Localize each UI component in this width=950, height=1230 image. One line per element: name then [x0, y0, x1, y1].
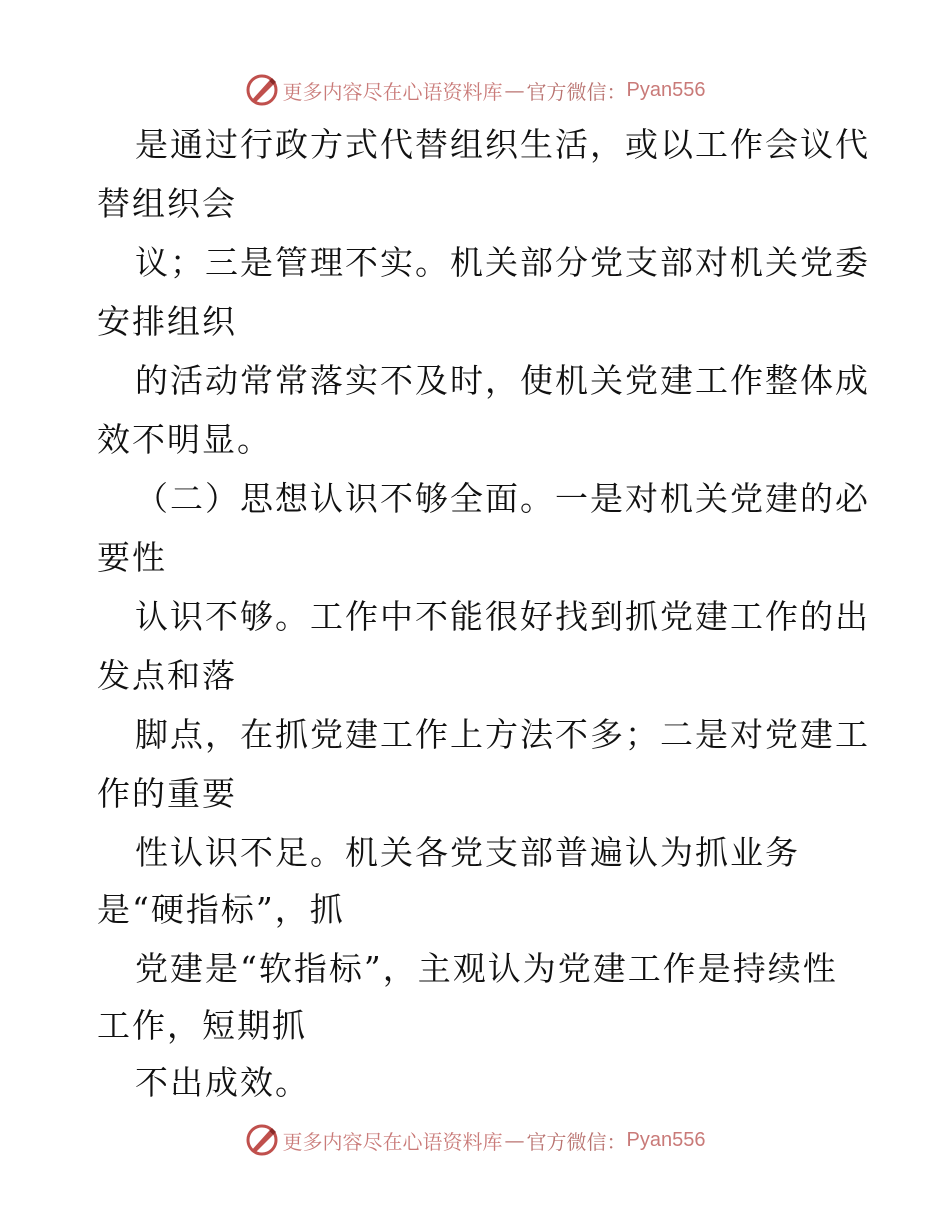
pen-logo-icon	[245, 1123, 279, 1157]
footer-separator: —	[504, 1128, 525, 1152]
text-line: 脚点，在抓党建工作上方法不多；二是对党建工	[135, 715, 870, 754]
text-line: 要性	[97, 538, 167, 577]
text-line: 替组织会	[97, 184, 237, 223]
text-line: （二）思想认识不够全面。一是对机关党建的必	[135, 479, 870, 518]
footer-wechat-label: 官方微信：	[526, 1129, 627, 1154]
text-line: 工作，短期抓	[97, 1006, 307, 1045]
footer-banner	[0, 1120, 950, 1160]
header-wechat-label: 官方微信：	[526, 79, 627, 104]
text-line: 议；三是管理不实。机关部分党支部对机关党委	[135, 243, 870, 282]
header-separator: —	[504, 78, 525, 102]
text-line: 作的重要	[97, 774, 237, 813]
text-line: 安排组织	[97, 302, 237, 341]
text-line: 是通过行政方式代替组织生活，或以工作会议代	[135, 125, 870, 164]
text-line: 不出成效。	[135, 1063, 310, 1102]
text-line: 认识不够。工作中不能很好找到抓党建工作的出	[135, 597, 870, 636]
footer-wechat-id: Pyan556	[626, 1128, 706, 1151]
text-line: 是“硬指标”，抓	[97, 890, 345, 929]
header-site-name: 更多内容尽在心语资料库	[282, 79, 503, 104]
header-banner	[0, 70, 950, 110]
footer-site-name: 更多内容尽在心语资料库	[282, 1129, 503, 1154]
text-line: 发点和落	[97, 656, 237, 695]
text-line: 效不明显。	[97, 420, 272, 459]
text-line: 党建是“软指标”，主观认为党建工作是持续性	[135, 949, 838, 988]
text-line: 的活动常常落实不及时，使机关党建工作整体成	[135, 361, 870, 400]
text-line: 性认识不足。机关各党支部普遍认为抓业务	[135, 833, 800, 872]
header-wechat-id: Pyan556	[626, 78, 706, 101]
pen-logo-icon	[245, 73, 279, 107]
